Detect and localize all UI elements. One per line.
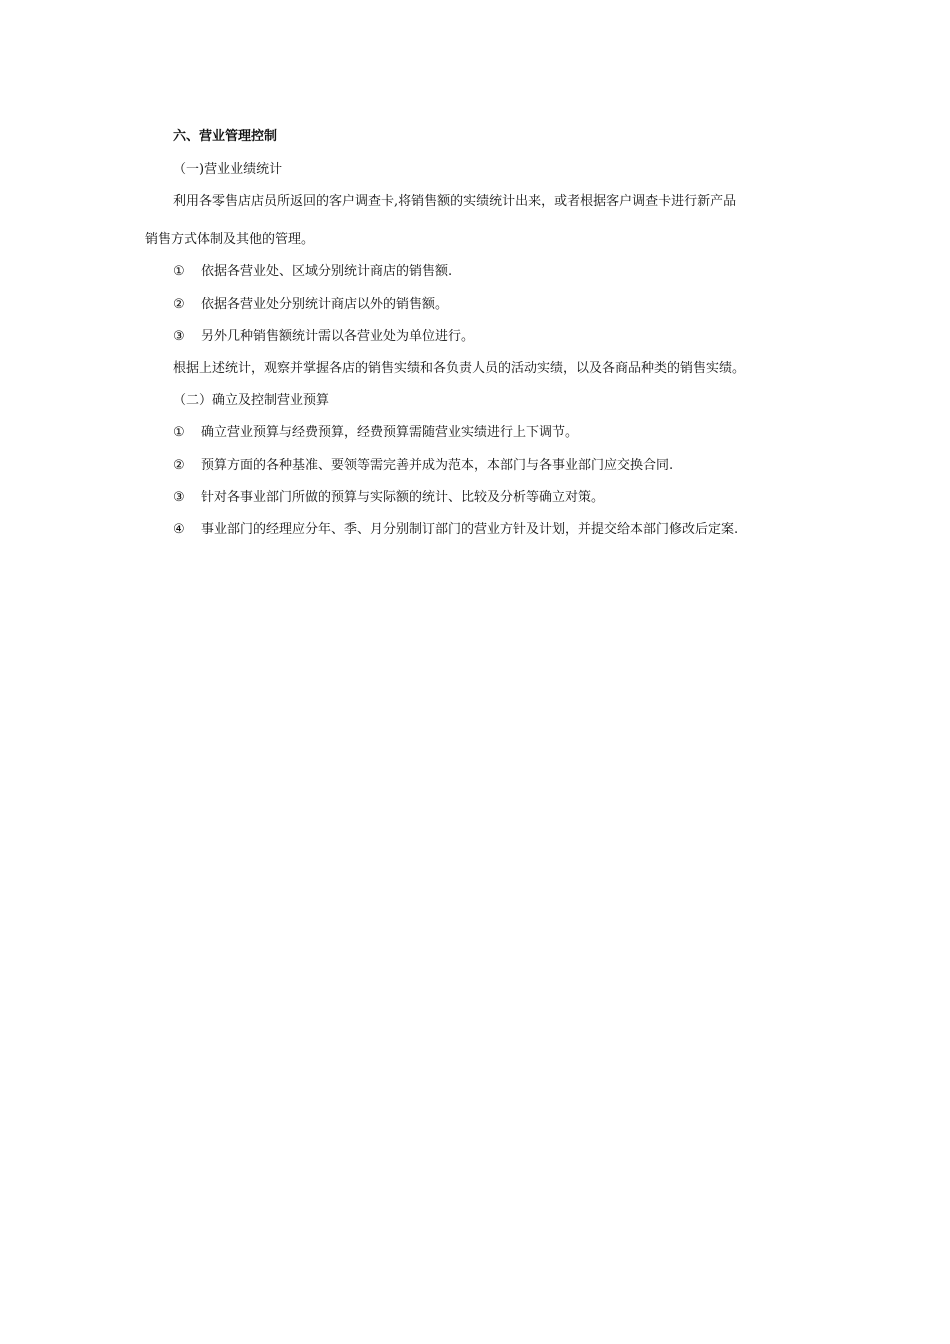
subsection-1-title: （一)营业业绩统计 xyxy=(173,162,283,177)
list-item-text: 依据各营业处、区域分别统计商店的销售额. xyxy=(201,264,453,279)
list-item xyxy=(173,328,474,346)
list-item xyxy=(173,489,604,507)
list-item-text: 事业部门的经理应分年、季、月分别制订部门的营业方针及计划，并提交给本部门修改后定案. xyxy=(201,522,739,537)
list-item-text: 依据各营业处分别统计商店以外的销售额。 xyxy=(201,297,449,312)
list-item-text: 另外几种销售额统计需以各营业处为单位进行。 xyxy=(201,329,475,344)
list-item-number: ④ xyxy=(173,522,185,537)
list-item-text: 针对各事业部门所做的预算与实际额的统计、比较及分析等确立对策。 xyxy=(201,490,605,505)
list-item xyxy=(173,521,738,539)
list-item xyxy=(173,296,448,314)
paragraph-line-1: 利用各零售店店员所返回的客户调查卡,将销售额的实绩统计出来，或者根据客户调查卡进行新产品 xyxy=(173,194,737,209)
list-item-number: ① xyxy=(173,264,185,279)
list-item-number: ② xyxy=(173,297,185,312)
paragraph-line-2: 销售方式体制及其他的管理。 xyxy=(145,232,315,247)
section-title: 六、营业管理控制 xyxy=(173,129,278,144)
subsection-2-title: （二）确立及控制营业预算 xyxy=(173,393,330,408)
list-item-number: ① xyxy=(173,425,185,440)
list-item-number: ② xyxy=(173,458,185,473)
list-item-text: 预算方面的各种基准、要领等需完善并成为范本，本部门与各事业部门应交换合同. xyxy=(201,458,674,473)
list-item-number: ③ xyxy=(173,329,185,344)
list-item xyxy=(173,424,578,442)
list-item-text: 确立营业预算与经费预算，经费预算需随营业实绩进行上下调节。 xyxy=(201,425,579,440)
list-item-number: ③ xyxy=(173,490,185,505)
list-item xyxy=(173,457,673,475)
list-item xyxy=(173,263,452,281)
summary-paragraph: 根据上述统计，观察并掌握各店的销售实绩和各负责人员的活动实绩，以及各商品种类的销售实绩。 xyxy=(173,361,746,376)
